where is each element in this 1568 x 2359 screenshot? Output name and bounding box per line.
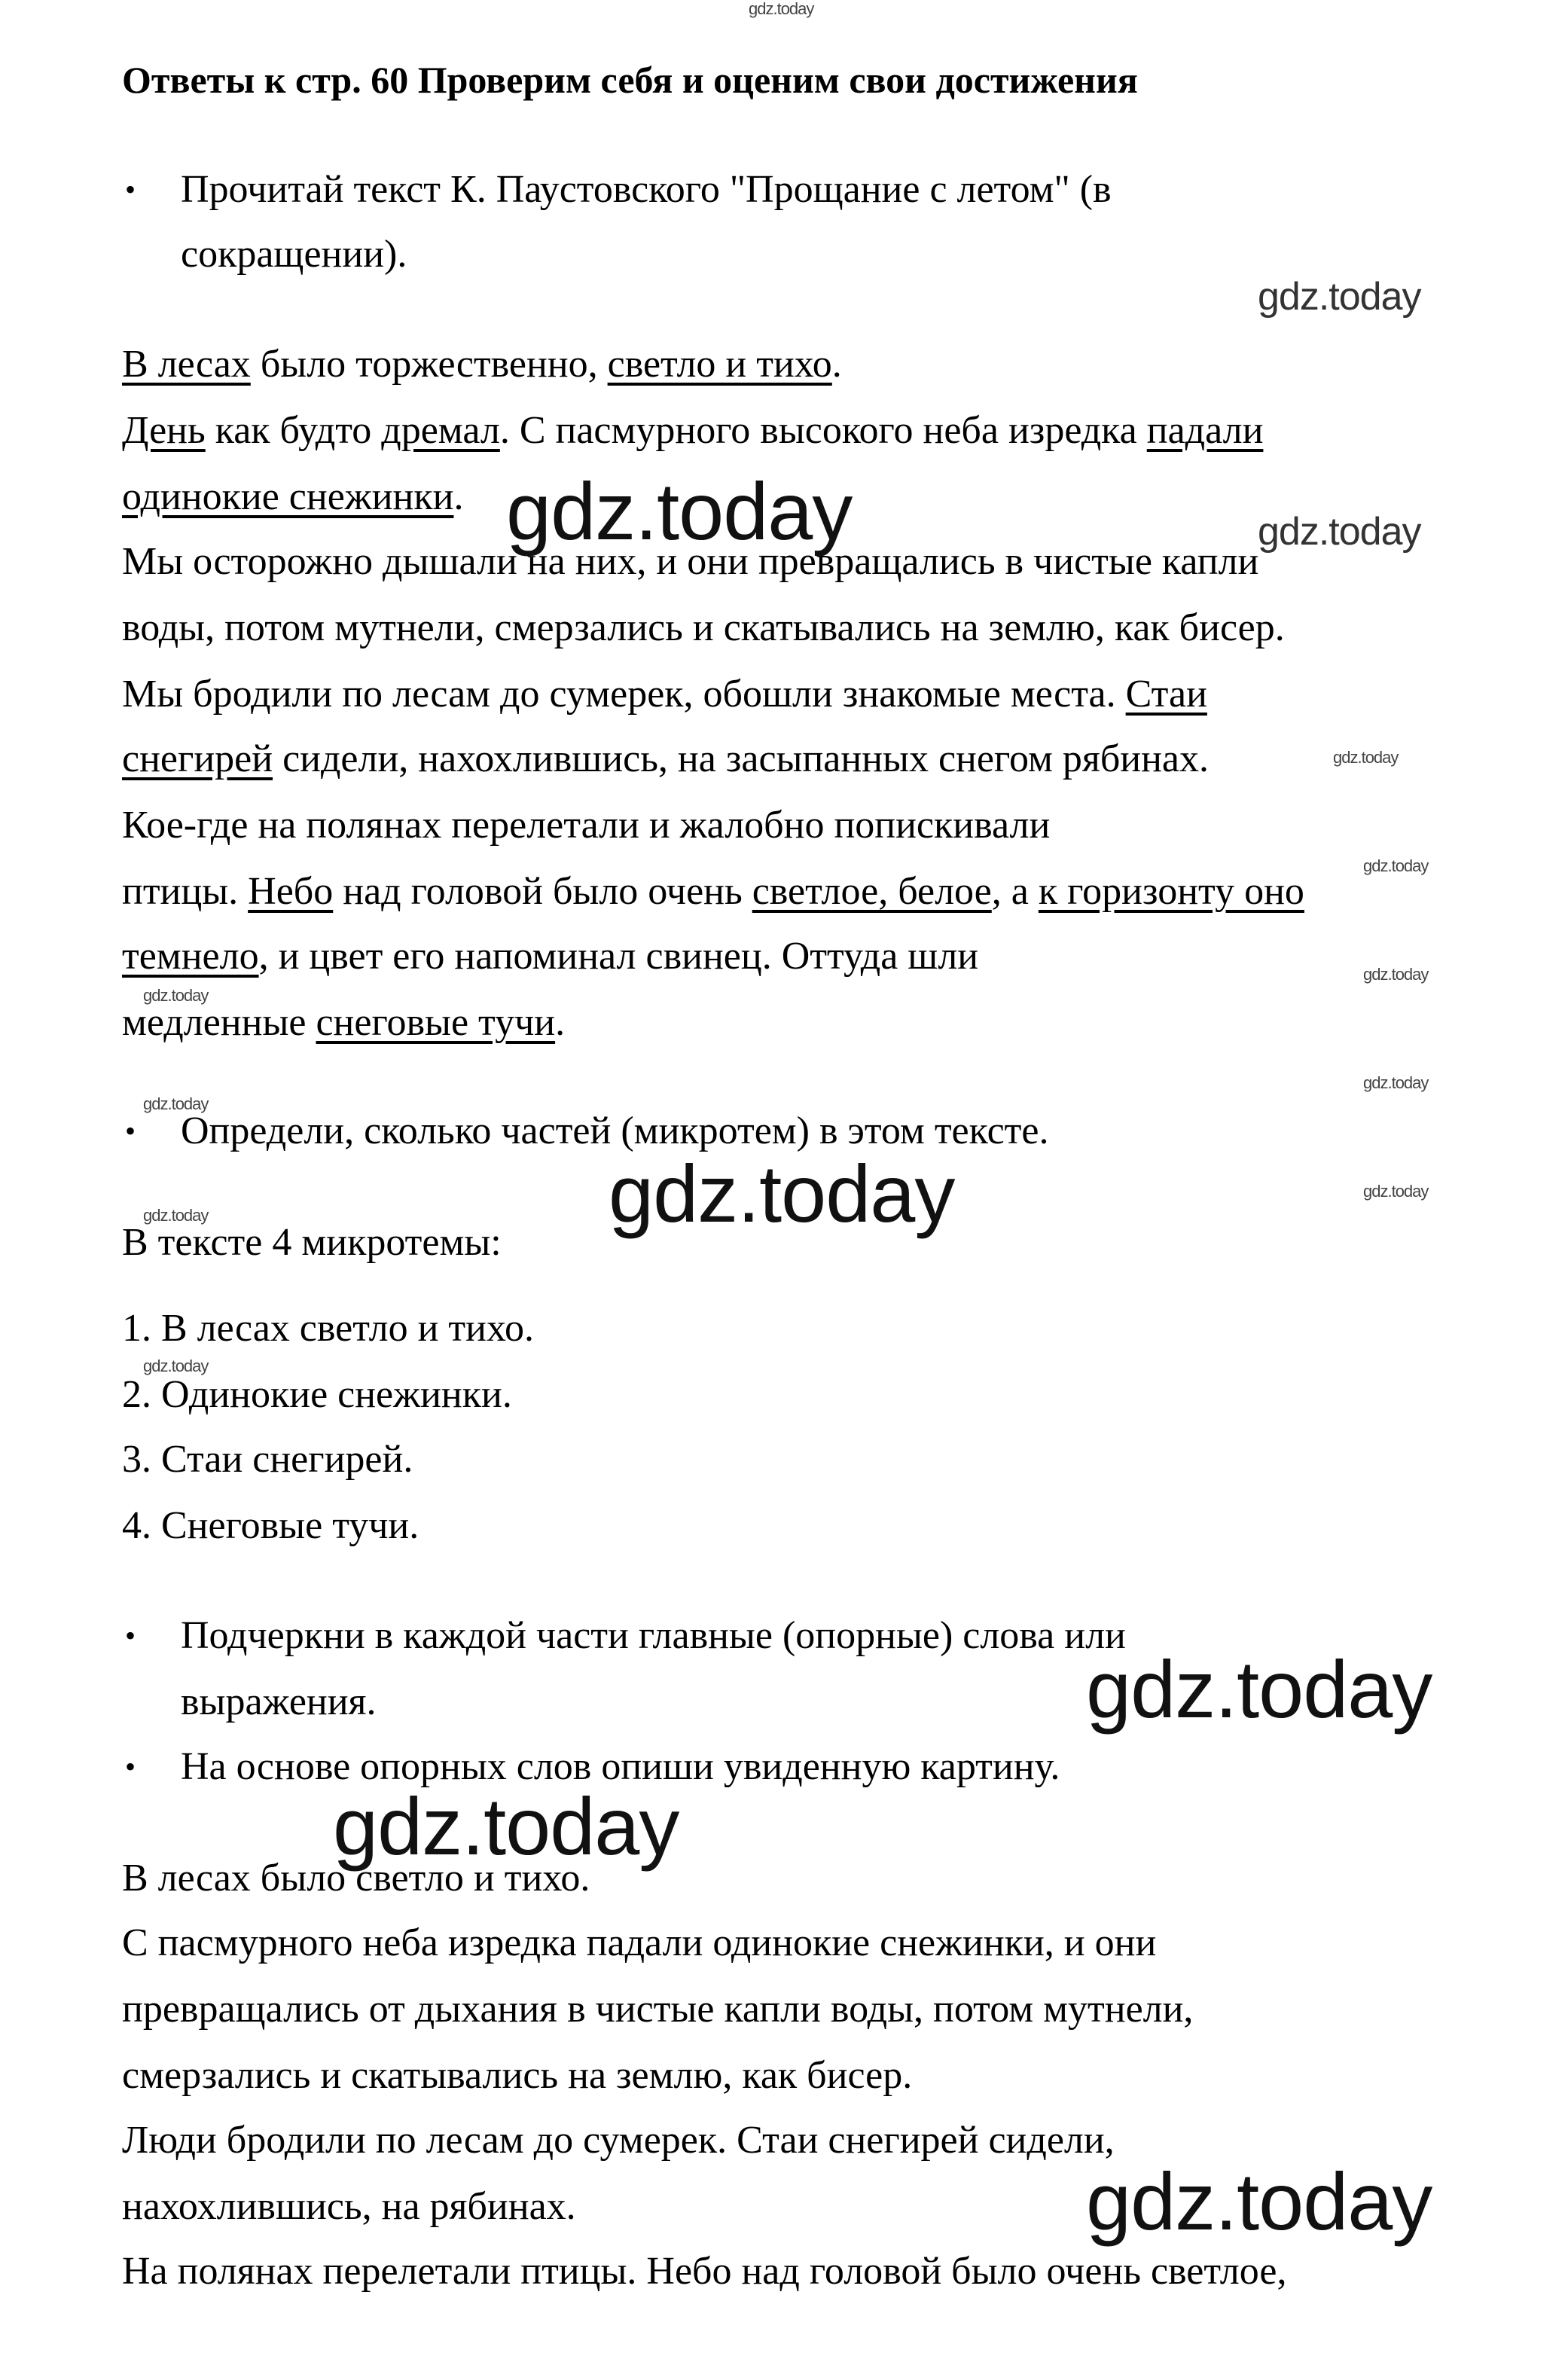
answer-line: С пасмурного неба изредка падали одинокие снежинки, и они [122, 1921, 1157, 1964]
microtheme-item: 3. Стаи снегирей. [122, 1438, 413, 1481]
text-segment: Мы бродили по лесам до сумерек, обошли знакомые места. [122, 673, 1126, 716]
watermark: gdz.today [1363, 965, 1429, 984]
text-segment: было торжественно, [250, 343, 608, 386]
watermark: gdz.today [143, 986, 209, 1005]
answer-line: превращались от дыхания в чистые капли воды, потом мутнели, [122, 1988, 1194, 2031]
task-1-cont: сокращении). [181, 233, 407, 276]
text-segment: , а [991, 870, 1039, 913]
underlined-keyword: снеговые тучи [316, 1001, 556, 1044]
bullet: • [125, 1619, 136, 1653]
underlined-keyword: Стаи [1125, 673, 1207, 716]
text-segment: , и цвет его напоминал свинец. Оттуда шли [258, 935, 979, 978]
bullet: • [125, 1114, 136, 1148]
text-segment: воды, потом мутнели, смерзались и скатывались на землю, как бисер. [122, 606, 1285, 649]
underlined-keyword: темнело [122, 935, 259, 978]
text-line [122, 331, 842, 398]
answer-2-intro: В тексте 4 микротемы: [122, 1221, 502, 1264]
watermark: gdz.today [143, 1206, 209, 1225]
underlined-keyword: светлое, белое [752, 870, 992, 913]
underlined-keyword: светло и тихо [607, 343, 832, 386]
text-segment: медленные [122, 1001, 316, 1044]
text-line [122, 398, 1263, 464]
answer-line: нахохлившись, на рябинах. [122, 2185, 576, 2228]
watermark: gdz.today [143, 1094, 209, 1113]
underlined-keyword: снегирей [122, 737, 273, 780]
microtheme-item: 4. Снеговые тучи. [122, 1504, 419, 1547]
text-segment: над головой было очень [333, 870, 752, 913]
answer-line: На полянах перелетали птицы. Небо над головой было очень светлое, [122, 2250, 1287, 2293]
text-segment: Мы осторожно дышали на них, и они превращались в чистые капли [122, 540, 1259, 583]
watermark: gdz.today [1363, 1182, 1429, 1201]
underlined-keyword: к горизонту оно [1038, 870, 1304, 913]
watermark: gdz.today [1086, 2156, 1432, 2247]
underlined-keyword: В лесах [122, 343, 251, 386]
watermark: gdz.today [1258, 275, 1421, 319]
text-line [122, 726, 1209, 792]
underlined-keyword: падали [1146, 409, 1264, 452]
watermark: gdz.today [143, 1357, 209, 1375]
watermark: gdz.today [609, 1148, 955, 1239]
text-segment: . [555, 1001, 566, 1044]
microtheme-item: 1. В лесах светло и тихо. [122, 1307, 534, 1350]
answer-line: В лесах было светло и тихо. [122, 1857, 590, 1900]
watermark: gdz.today [1333, 748, 1399, 767]
underlined-keyword: дремал [381, 409, 500, 452]
text-line [122, 464, 463, 530]
text-segment: Кое-где на полянах перелетали и жалобно попискивали [122, 804, 1051, 847]
watermark: gdz.today [1363, 1073, 1429, 1092]
text-line [122, 661, 1207, 728]
microtheme-item: 2. Одинокие снежинки. [122, 1373, 512, 1416]
text-segment: . [453, 475, 464, 518]
watermark: gdz.today [333, 1781, 679, 1872]
watermark: gdz.today [749, 0, 814, 18]
watermark: gdz.today [1086, 1643, 1432, 1735]
text-segment: птицы. [122, 870, 249, 913]
task-1: Прочитай текст К. Паустовского "Прощание с летом" (в [181, 168, 1112, 211]
text-segment: . [831, 343, 842, 386]
answer-line: смерзались и скатывались на землю, как бисер. [122, 2054, 913, 2097]
answer-line: Люди бродили по лесам до сумерек. Стаи снегирей сидели, [122, 2119, 1115, 2162]
text-line [122, 859, 1304, 925]
underlined-keyword: Небо [248, 870, 334, 913]
task-2: Определи, сколько частей (микротем) в этом тексте. [181, 1109, 1049, 1152]
bullet: • [125, 172, 136, 206]
text-segment: как будто [205, 409, 382, 452]
text-line [122, 923, 978, 990]
text-line [122, 595, 1285, 661]
task-3-cont: выражения. [181, 1680, 377, 1723]
underlined-keyword: одинокие снежинки [122, 475, 454, 518]
task-4: На основе опорных слов опиши увиденную картину. [181, 1745, 1060, 1788]
underlined-keyword: День [122, 409, 206, 452]
watermark: gdz.today [506, 465, 853, 557]
text-segment: сидели, нахохлившись, на засыпанных снегом рябинах. [273, 737, 1210, 780]
watermark: gdz.today [1363, 856, 1429, 875]
bullet: • [125, 1750, 136, 1784]
task-3: Подчеркни в каждой части главные (опорные) слова или [181, 1614, 1126, 1657]
watermark: gdz.today [1258, 510, 1421, 554]
text-segment: . С пасмурного высокого неба изредка [499, 409, 1147, 452]
text-line [122, 792, 1050, 859]
page-title: Ответы к стр. 60 Проверим себя и оценим свои достижения [122, 59, 1138, 101]
